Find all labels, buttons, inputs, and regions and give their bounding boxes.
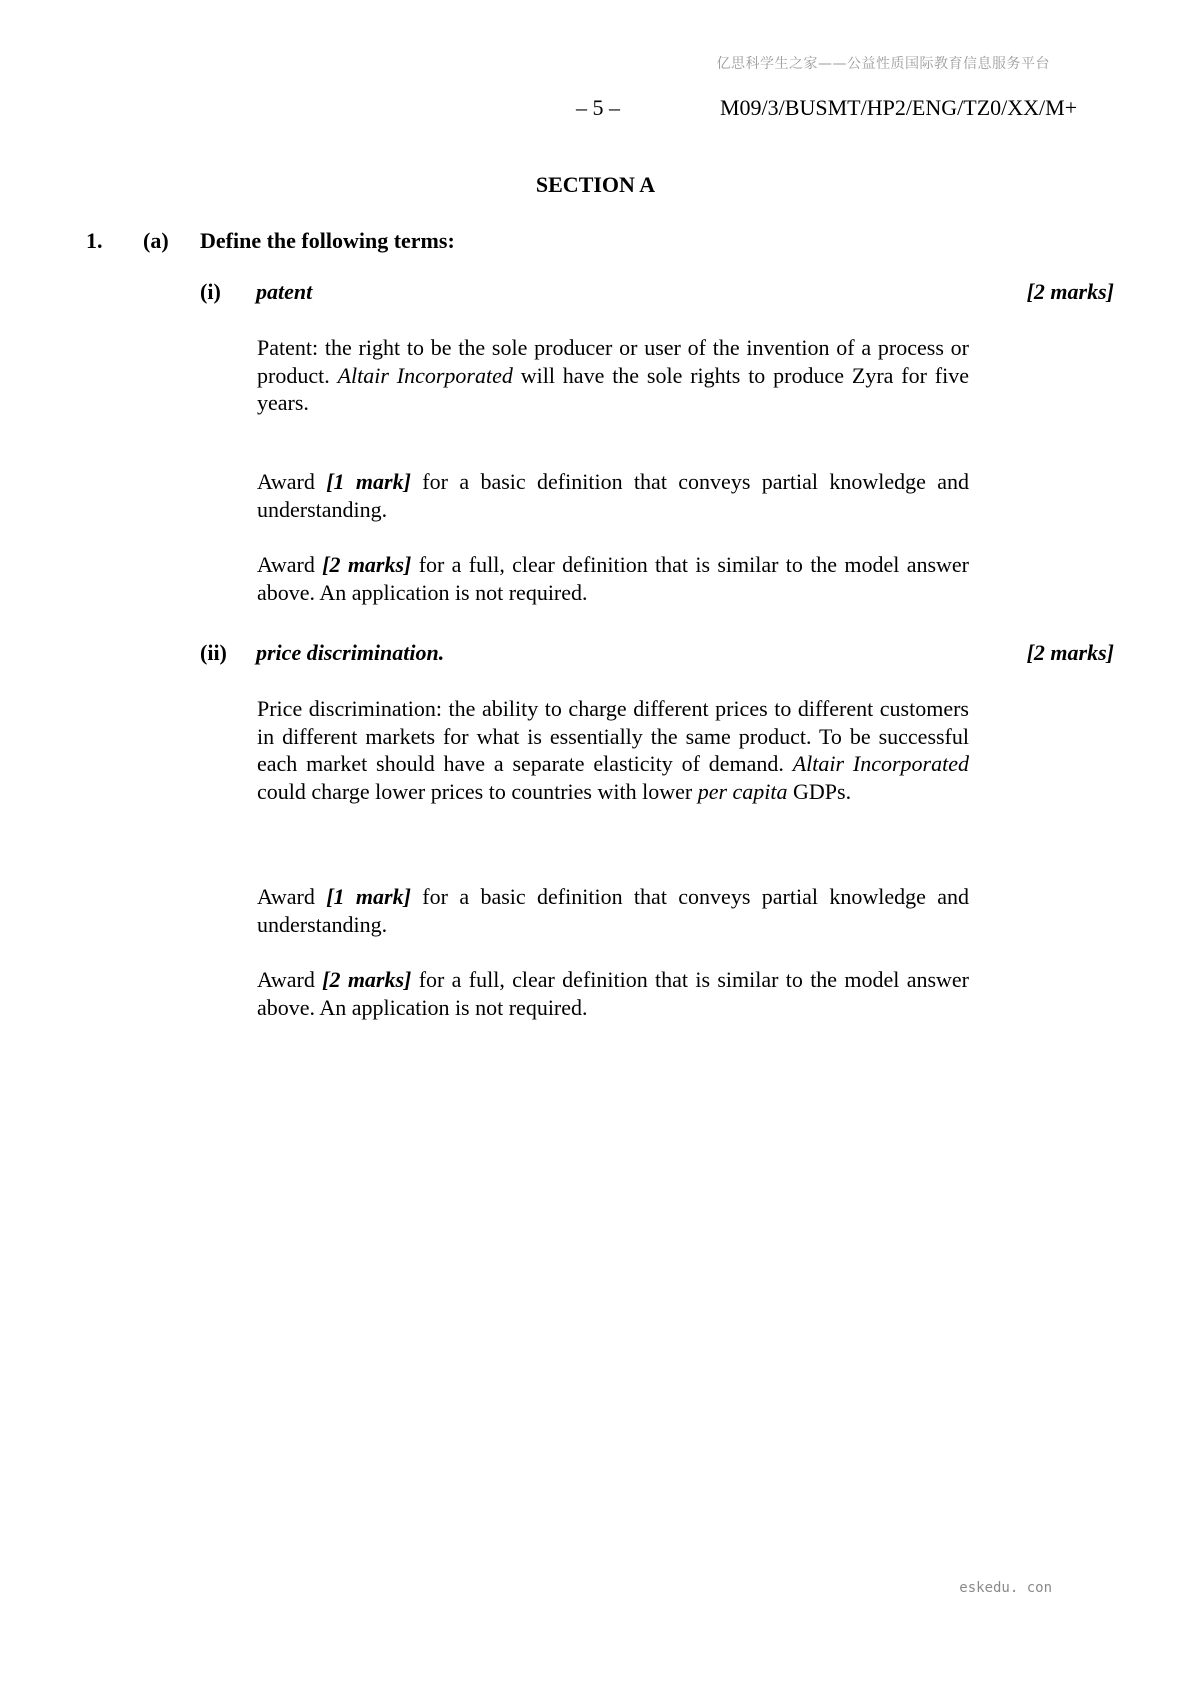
question-heading: Define the following terms: <box>200 228 455 253</box>
question-part: (a) <box>143 228 169 253</box>
section-title: SECTION A <box>535 172 656 197</box>
subpart-marks: [2 marks] <box>1026 279 1114 304</box>
award-paragraph <box>257 966 969 1021</box>
subpart-marks: [2 marks] <box>1026 640 1114 665</box>
definition-paragraph <box>257 695 969 805</box>
question-number: 1. <box>86 228 103 253</box>
page-number: – 5 – <box>576 95 620 120</box>
subpart-number: (ii) <box>200 640 227 665</box>
definition-text: could charge lower prices to countries with lower <box>257 778 698 804</box>
subpart-term: patent <box>256 279 313 304</box>
definition-paragraph <box>257 334 969 417</box>
award-text: Award <box>257 884 327 909</box>
award-text: Award <box>257 552 323 577</box>
definition-text: Patent: the right to be the sole producer or user of the invention of a process or product. <box>257 335 969 388</box>
award-text: for a full, clear definition that is similar to the model answer above. An application is not required. <box>257 967 969 1020</box>
award-marks: [2 marks] <box>322 552 412 577</box>
definition-text: GDPs. <box>787 778 852 804</box>
award-paragraph <box>257 551 969 606</box>
award-marks: [1 mark] <box>326 884 411 909</box>
definition-text: will have the sole rights to produce Zyra for five years. <box>257 362 969 415</box>
award-text: for a basic definition that conveys partial knowledge and understanding. <box>257 884 969 937</box>
award-text: Award <box>257 967 323 992</box>
award-paragraph <box>257 883 969 938</box>
document-code: M09/3/BUSMT/HP2/ENG/TZ0/XX/M+ <box>720 95 1078 120</box>
award-text: for a basic definition that conveys partial knowledge and understanding. <box>257 469 969 522</box>
subpart-number: (i) <box>200 279 221 304</box>
award-text: Award <box>257 469 327 494</box>
award-text: for a full, clear definition that is similar to the model answer above. An application is not required. <box>257 552 969 605</box>
definition-text: Price discrimination: the ability to charge different prices to different customers in different markets for what is essentially the same product. To be successful each market should have a separate elasticity of demand. <box>257 696 969 776</box>
subpart-term: price discrimination. <box>256 640 445 665</box>
award-paragraph <box>257 468 969 523</box>
award-marks: [2 marks] <box>322 967 412 992</box>
header-watermark: 亿思科学生之家——公益性质国际教育信息服务平台 <box>716 56 1050 72</box>
footer-watermark: eskedu. con <box>959 1580 1052 1596</box>
award-marks: [1 mark] <box>326 469 411 494</box>
company-name: Altair Incorporated <box>792 751 969 776</box>
company-name: Altair Incorporated <box>337 362 513 388</box>
latin-term: per capita <box>697 778 788 804</box>
